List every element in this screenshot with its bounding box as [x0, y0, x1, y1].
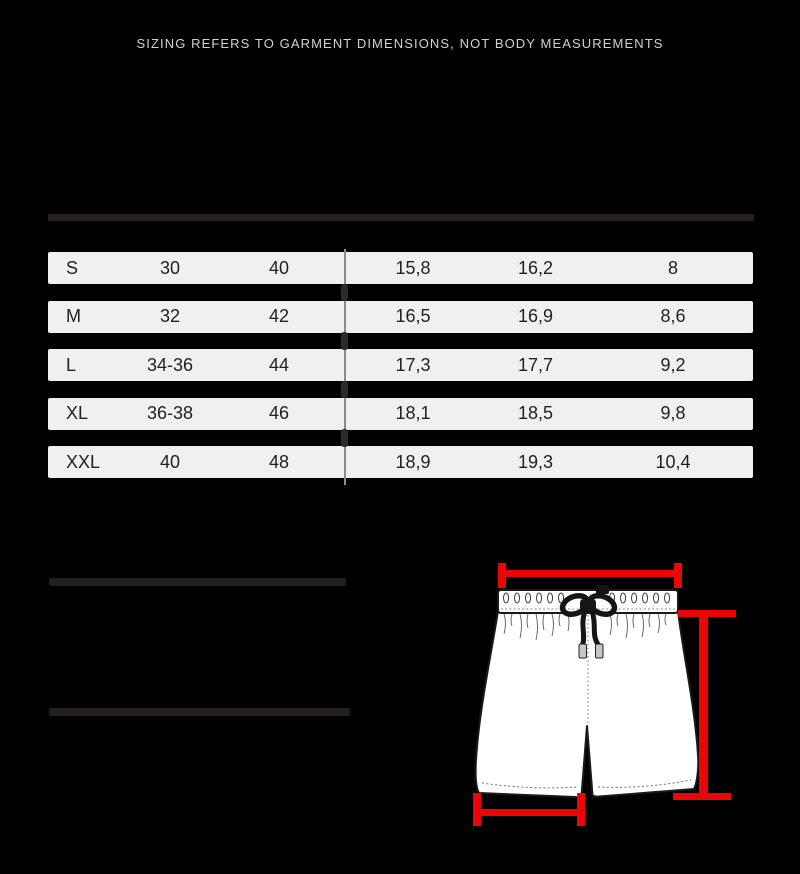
- table-row: [48, 301, 753, 333]
- size-label: M: [66, 306, 81, 326]
- measurement-value: 17,7: [517, 354, 554, 375]
- sizing-disclaimer: SIZING REFERS TO GARMENT DIMENSIONS, NOT BODY MEASUREMENTS: [136, 36, 664, 51]
- measurement-value: 8: [667, 257, 678, 278]
- measurement-value: 30: [159, 257, 181, 278]
- measurement-value: 19,3: [517, 451, 554, 472]
- measurement-value: 10,4: [655, 451, 691, 472]
- size-label: S: [66, 257, 79, 278]
- measurement-value: 18,1: [395, 403, 431, 423]
- table-row: [48, 349, 753, 381]
- table-top-rule: [48, 214, 754, 221]
- aglet: [596, 644, 604, 658]
- measurement-value: 40: [268, 257, 290, 278]
- aglet: [579, 644, 587, 658]
- measurement-value: 8,6: [660, 306, 686, 326]
- size-label: XL: [66, 403, 89, 423]
- table-row: [48, 446, 753, 478]
- measurement-value: 18,5: [517, 403, 554, 423]
- measurement-value: 15,8: [395, 257, 431, 278]
- measurement-value: 48: [268, 451, 290, 472]
- divider-tick: [341, 381, 348, 399]
- table-row: [48, 252, 753, 284]
- measurement-value: 16,9: [517, 306, 554, 326]
- shorts-illustration: [440, 545, 800, 850]
- measurement-value: 42: [268, 306, 290, 326]
- measurement-value: 46: [268, 403, 290, 423]
- shorts-body: [476, 590, 699, 797]
- size-label: XXL: [66, 451, 101, 472]
- waistband-tab: [596, 585, 609, 594]
- measurement-value: 9,8: [660, 403, 686, 423]
- size-table: [48, 252, 753, 478]
- divider-tick: [341, 332, 348, 350]
- measurement-value: 32: [159, 306, 181, 326]
- waist-width-indicator: [498, 563, 682, 588]
- divider-tick: [341, 429, 348, 447]
- measurement-value: 17,3: [395, 354, 431, 375]
- divider-tick: [341, 284, 348, 302]
- measurement-value: 18,9: [395, 451, 431, 472]
- size-label: L: [66, 354, 77, 375]
- legend-bar-bottom: [49, 708, 350, 716]
- leg-opening-indicator: [473, 793, 585, 826]
- measurement-value: 44: [268, 354, 290, 375]
- table-row: [48, 398, 753, 430]
- measurement-value: 40: [159, 451, 181, 472]
- legend-bar-top: [49, 578, 346, 586]
- measurement-value: 36-38: [146, 403, 194, 423]
- measurement-value: 16,5: [395, 306, 431, 326]
- measurement-value: 9,2: [660, 354, 686, 375]
- measurement-value: 34-36: [146, 354, 194, 375]
- measurement-value: 16,2: [517, 257, 554, 278]
